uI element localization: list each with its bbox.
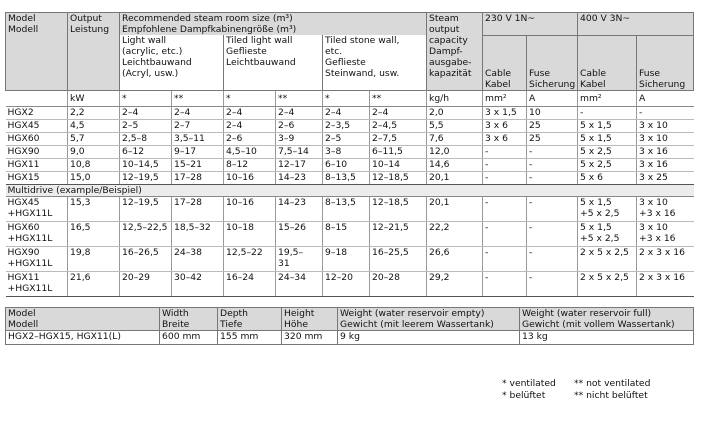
value-cell: - [483, 145, 527, 158]
value-cell: 2–6 [224, 132, 276, 145]
header-row-1 [6, 13, 694, 36]
footnote-ventilated: * ventilated [502, 378, 556, 389]
dimensions-values-row [6, 330, 694, 344]
header-cable-400: Cable Kabel [578, 35, 637, 90]
value-cell: 2–5 [323, 132, 370, 145]
value-cell: 6–11,5 [370, 145, 427, 158]
value-cell: 2–4 [224, 106, 276, 119]
value-cell: 25 [527, 132, 578, 145]
value-cell: 2,0 [427, 106, 483, 119]
header-light-wall: Light wall (acrylic, etc.) Leichtbauwand (Acryl, usw.) [120, 35, 224, 90]
value-cell: 3 x 10 +3 x 16 [637, 221, 694, 246]
model-cell: HGX45 +HGX11L [6, 196, 68, 221]
value-cell: 10–14,5 [120, 158, 172, 171]
header-cable-230: Cable Kabel [483, 35, 527, 90]
header-model: Model Modell [6, 13, 68, 91]
unit-cell: * [224, 90, 276, 106]
value-cell: 2–4 [370, 106, 427, 119]
header-output: Output Leistung [68, 13, 120, 91]
header-fuse-230: Fuse Sicherung [527, 35, 578, 90]
value-cell: 6–12 [120, 145, 172, 158]
value-cell: 5 x 6 [578, 171, 637, 184]
value-cell: 3 x 6 [483, 119, 527, 132]
dimensions-table [5, 307, 694, 345]
value-cell: 2 x 3 x 16 [637, 246, 694, 271]
header-steam-output: Steam output capacity Dampf- ausgabe- kapazität [427, 13, 483, 91]
multi-rows [6, 196, 694, 296]
header-tiled-light-wall: Tiled light wall Geflieste Leichtbauwand [224, 35, 323, 90]
value-cell: 3 x 16 [637, 158, 694, 171]
model-cell: HGX60 [6, 132, 68, 145]
dimensions-value-cell: 155 mm [218, 330, 282, 344]
value-cell: 9–17 [172, 145, 224, 158]
value-cell: 19,5– 31 [276, 246, 323, 271]
value-cell: 12–17 [276, 158, 323, 171]
table-row [6, 119, 694, 132]
value-cell: 12–19,5 [120, 171, 172, 184]
value-cell: 17–28 [172, 171, 224, 184]
model-cell: HGX15 [6, 171, 68, 184]
value-cell: 14–23 [276, 196, 323, 221]
value-cell: - [527, 145, 578, 158]
value-cell: - [483, 221, 527, 246]
dimensions-header-cell: Weight (water reservoir empty) Gewicht (mit leerem Wassertank) [338, 307, 520, 330]
unit-cell [6, 90, 68, 106]
model-cell: HGX11 +HGX11L [6, 271, 68, 296]
multidrive-row [6, 184, 694, 196]
multidrive-label: Multidrive (example/Beispiel) [6, 184, 694, 196]
value-cell: 3 x 10 +3 x 16 [637, 196, 694, 221]
value-cell: 8–13,5 [323, 196, 370, 221]
value-cell: 4,5 [68, 119, 120, 132]
value-cell: 5 x 1,5 +5 x 2,5 [578, 196, 637, 221]
value-cell: 26,6 [427, 246, 483, 271]
value-cell: 2–5 [120, 119, 172, 132]
value-cell: 16,5 [68, 221, 120, 246]
unit-cell: ** [172, 90, 224, 106]
unit-cell: kW [68, 90, 120, 106]
footnotes [502, 378, 650, 402]
value-cell: 4,5–10 [224, 145, 276, 158]
value-cell: - [578, 106, 637, 119]
unit-cell: ** [276, 90, 323, 106]
value-cell: 7,6 [427, 132, 483, 145]
value-cell: 3 x 6 [483, 132, 527, 145]
value-cell: 2–7 [172, 119, 224, 132]
value-cell: 5 x 1,5 [578, 119, 637, 132]
value-cell: - [527, 221, 578, 246]
unit-cell: kg/h [427, 90, 483, 106]
value-cell: 2 x 5 x 2,5 [578, 246, 637, 271]
value-cell: 12–20 [323, 271, 370, 296]
footnote-line-de [502, 390, 650, 402]
value-cell: - [527, 158, 578, 171]
value-cell: - [483, 171, 527, 184]
table-row [6, 158, 694, 171]
dimensions-value-cell: 13 kg [520, 330, 694, 344]
value-cell: 17–28 [172, 196, 224, 221]
value-cell: 5 x 2,5 [578, 158, 637, 171]
value-cell: 3 x 10 [637, 119, 694, 132]
value-cell: 10–16 [224, 196, 276, 221]
value-cell: 8–15 [323, 221, 370, 246]
model-cell: HGX45 [6, 119, 68, 132]
value-cell: 5 x 1,5 +5 x 2,5 [578, 221, 637, 246]
value-cell: 3 x 10 [637, 132, 694, 145]
value-cell: 5,5 [427, 119, 483, 132]
value-cell: 9–18 [323, 246, 370, 271]
table-row [6, 106, 694, 119]
footnote-nicht-belueftet: ** nicht belüftet [574, 390, 648, 401]
value-cell: 3 x 1,5 [483, 106, 527, 119]
value-cell: 20,1 [427, 196, 483, 221]
value-cell: 12,5–22,5 [120, 221, 172, 246]
value-cell: 30–42 [172, 271, 224, 296]
model-cell: HGX90 [6, 145, 68, 158]
value-cell: 25 [527, 119, 578, 132]
value-cell: 7,5–14 [276, 145, 323, 158]
unit-cell: A [637, 90, 694, 106]
value-cell: - [527, 246, 578, 271]
model-cell: HGX11 [6, 158, 68, 171]
header-400v: 400 V 3N~ [578, 13, 694, 36]
unit-cell: mm² [483, 90, 527, 106]
value-cell: - [483, 271, 527, 296]
table-row [6, 145, 694, 158]
value-cell: 15,0 [68, 171, 120, 184]
value-cell: 24–38 [172, 246, 224, 271]
model-cell: HGX2 [6, 106, 68, 119]
value-cell: 12–18,5 [370, 171, 427, 184]
value-cell: 10–18 [224, 221, 276, 246]
value-cell: 12–19,5 [120, 196, 172, 221]
value-cell: 10,8 [68, 158, 120, 171]
dimensions-value-cell: 9 kg [338, 330, 520, 344]
value-cell: 12,0 [427, 145, 483, 158]
unit-cell: mm² [578, 90, 637, 106]
value-cell: 22,2 [427, 221, 483, 246]
value-cell: - [527, 171, 578, 184]
value-cell: 12–18,5 [370, 196, 427, 221]
value-cell: 2–4 [323, 106, 370, 119]
value-cell: 29,2 [427, 271, 483, 296]
value-cell: 20,1 [427, 171, 483, 184]
value-cell: 5 x 1,5 [578, 132, 637, 145]
value-cell: 10–14 [370, 158, 427, 171]
value-cell: 2–4 [276, 106, 323, 119]
value-cell: - [483, 158, 527, 171]
value-cell: - [527, 271, 578, 296]
value-cell: 2,2 [68, 106, 120, 119]
value-cell: 2–4,5 [370, 119, 427, 132]
model-cell: HGX60 +HGX11L [6, 221, 68, 246]
dimensions-header-row [6, 307, 694, 330]
dimensions-header-cell: Height Höhe [282, 307, 338, 330]
units-row [6, 90, 694, 106]
value-cell: 3–8 [323, 145, 370, 158]
header-fuse-400: Fuse Sicherung [637, 35, 694, 90]
value-cell: 20–28 [370, 271, 427, 296]
value-cell: 14–23 [276, 171, 323, 184]
table-row [6, 132, 694, 145]
value-cell: 2–3,5 [323, 119, 370, 132]
value-cell: 2–6 [276, 119, 323, 132]
dimensions-value-cell: 600 mm [160, 330, 218, 344]
value-cell: 10–16 [224, 171, 276, 184]
header-tiled-stone-wall: Tiled stone wall, etc. Geflieste Steinwand, usw. [323, 35, 427, 90]
value-cell: 10 [527, 106, 578, 119]
value-cell: - [637, 106, 694, 119]
value-cell: 14,6 [427, 158, 483, 171]
unit-cell: A [527, 90, 578, 106]
footnote-not-ventilated: ** not ventilated [574, 378, 651, 389]
dimensions-header-cell: Width Breite [160, 307, 218, 330]
value-cell: 2–7,5 [370, 132, 427, 145]
value-cell: 3,5–11 [172, 132, 224, 145]
value-cell: 12–21,5 [370, 221, 427, 246]
value-cell: 2 x 5 x 2,5 [578, 271, 637, 296]
value-cell: 3 x 16 [637, 145, 694, 158]
value-cell: 16–26,5 [120, 246, 172, 271]
main-rows [6, 106, 694, 184]
value-cell: 15,3 [68, 196, 120, 221]
value-cell: 3 x 25 [637, 171, 694, 184]
dimensions-header-cell: Weight (water reservoir full) Gewicht (mit vollem Wassertank) [520, 307, 694, 330]
value-cell: - [483, 196, 527, 221]
value-cell: 16–24 [224, 271, 276, 296]
footnote-line-en [502, 378, 650, 390]
value-cell: 15–26 [276, 221, 323, 246]
value-cell: 20–29 [120, 271, 172, 296]
header-room-size: Recommended steam room size (m³) Empfohlene Dampfkabinengröße (m³) [120, 13, 427, 36]
value-cell: 2,5–8 [120, 132, 172, 145]
value-cell: 6–10 [323, 158, 370, 171]
dimensions-header-cell: Depth Tiefe [218, 307, 282, 330]
table-row [6, 171, 694, 184]
value-cell: 5,7 [68, 132, 120, 145]
table-row [6, 196, 694, 221]
value-cell: 16–25,5 [370, 246, 427, 271]
specs-table [5, 12, 694, 297]
value-cell: - [483, 246, 527, 271]
spec-sheet [5, 12, 693, 345]
value-cell: 9,0 [68, 145, 120, 158]
value-cell: 15–21 [172, 158, 224, 171]
footnote-belueftet: * belüftet [502, 390, 546, 401]
value-cell: 18,5–32 [172, 221, 224, 246]
dimensions-header-cell: Model Modell [6, 307, 160, 330]
value-cell: 24–34 [276, 271, 323, 296]
header-230v: 230 V 1N~ [483, 13, 578, 36]
model-cell: HGX90 +HGX11L [6, 246, 68, 271]
value-cell: 8–13,5 [323, 171, 370, 184]
value-cell: 8–12 [224, 158, 276, 171]
value-cell: 3–9 [276, 132, 323, 145]
value-cell: 12,5–22 [224, 246, 276, 271]
unit-cell: * [323, 90, 370, 106]
value-cell: 2–4 [224, 119, 276, 132]
table-row [6, 221, 694, 246]
value-cell: 21,6 [68, 271, 120, 296]
table-row [6, 246, 694, 271]
value-cell: 2–4 [172, 106, 224, 119]
dimensions-value-cell: 320 mm [282, 330, 338, 344]
value-cell: 2 x 3 x 16 [637, 271, 694, 296]
value-cell: 19,8 [68, 246, 120, 271]
unit-cell: * [120, 90, 172, 106]
value-cell: 5 x 2,5 [578, 145, 637, 158]
table-row [6, 271, 694, 296]
unit-cell: ** [370, 90, 427, 106]
value-cell: - [527, 196, 578, 221]
dimensions-value-cell: HGX2–HGX15, HGX11(L) [6, 330, 160, 344]
value-cell: 2–4 [120, 106, 172, 119]
